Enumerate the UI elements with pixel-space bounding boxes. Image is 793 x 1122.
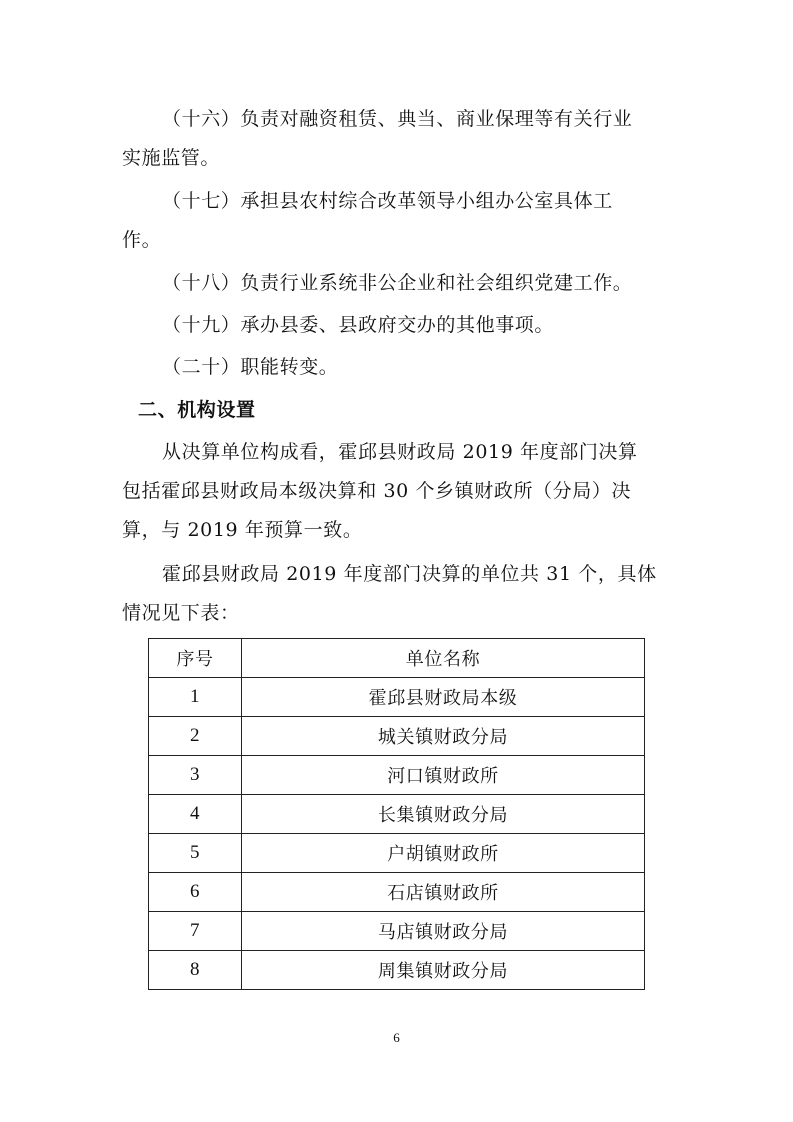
paragraph-line: （十六）负责对融资租赁、典当、商业保理等有关行业 xyxy=(162,108,633,130)
table-row xyxy=(149,678,645,717)
table-cell-index: 5 xyxy=(149,834,242,873)
table-cell-unit-name: 周集镇财政分局 xyxy=(242,951,645,990)
table-header-row xyxy=(149,639,645,678)
table-cell-unit-name: 石店镇财政所 xyxy=(242,873,645,912)
table-cell-unit-name: 马店镇财政分局 xyxy=(242,912,645,951)
paragraph-line: 包括霍邱县财政局本级决算和 30 个乡镇财政所（分局）决 xyxy=(122,480,632,502)
paragraph-line: 算，与 2019 年预算一致。 xyxy=(122,519,363,541)
table-cell-index: 3 xyxy=(149,756,242,795)
paragraph-item-19 xyxy=(122,306,674,345)
body-paragraph-composition xyxy=(122,433,674,550)
table-cell-index: 2 xyxy=(149,717,242,756)
paragraph-line: 霍邱县财政局 2019 年度部门决算的单位共 31 个，具体 xyxy=(162,563,657,585)
table-cell-index: 1 xyxy=(149,678,242,717)
paragraph-line: （二十）职能转变。 xyxy=(162,356,339,378)
table-row xyxy=(149,873,645,912)
table-row xyxy=(149,912,645,951)
table-row xyxy=(149,951,645,990)
table-cell-unit-name: 城关镇财政分局 xyxy=(242,717,645,756)
table-header-cell-index: 序号 xyxy=(149,639,242,678)
page-number: 6 xyxy=(393,1030,400,1045)
table-row xyxy=(149,834,645,873)
paragraph-line: （十七）承担县农村综合改革领导小组办公室具体工 xyxy=(162,190,613,212)
paragraph-item-18 xyxy=(122,264,674,303)
table-cell-index: 6 xyxy=(149,873,242,912)
table-header-cell-unit-name: 单位名称 xyxy=(242,639,645,678)
table-cell-unit-name: 长集镇财政分局 xyxy=(242,795,645,834)
paragraph-line: （十八）负责行业系统非公企业和社会组织党建工作。 xyxy=(162,272,633,294)
table-row xyxy=(149,756,645,795)
table-cell-index: 8 xyxy=(149,951,242,990)
table-cell-unit-name: 霍邱县财政局本级 xyxy=(242,678,645,717)
body-paragraph-unit-count xyxy=(122,555,674,633)
table-cell-unit-name: 户胡镇财政所 xyxy=(242,834,645,873)
table-row xyxy=(149,795,645,834)
units-table xyxy=(148,638,645,990)
table-cell-index: 4 xyxy=(149,795,242,834)
section-heading: 二、机构设置 xyxy=(138,399,256,421)
paragraph-item-16 xyxy=(122,100,674,178)
paragraph-line: 情况见下表： xyxy=(122,602,240,624)
paragraph-line: 作。 xyxy=(122,229,162,251)
table-cell-unit-name: 河口镇财政所 xyxy=(242,756,645,795)
table-cell-index: 7 xyxy=(149,912,242,951)
paragraph-item-17 xyxy=(122,182,674,260)
paragraph-line: （十九）承办县委、县政府交办的其他事项。 xyxy=(162,314,555,336)
paragraph-line: 从决算单位构成看，霍邱县财政局 2019 年度部门决算 xyxy=(162,441,638,463)
table-row xyxy=(149,717,645,756)
paragraph-item-20 xyxy=(122,348,674,387)
paragraph-line: 实施监管。 xyxy=(122,147,221,169)
